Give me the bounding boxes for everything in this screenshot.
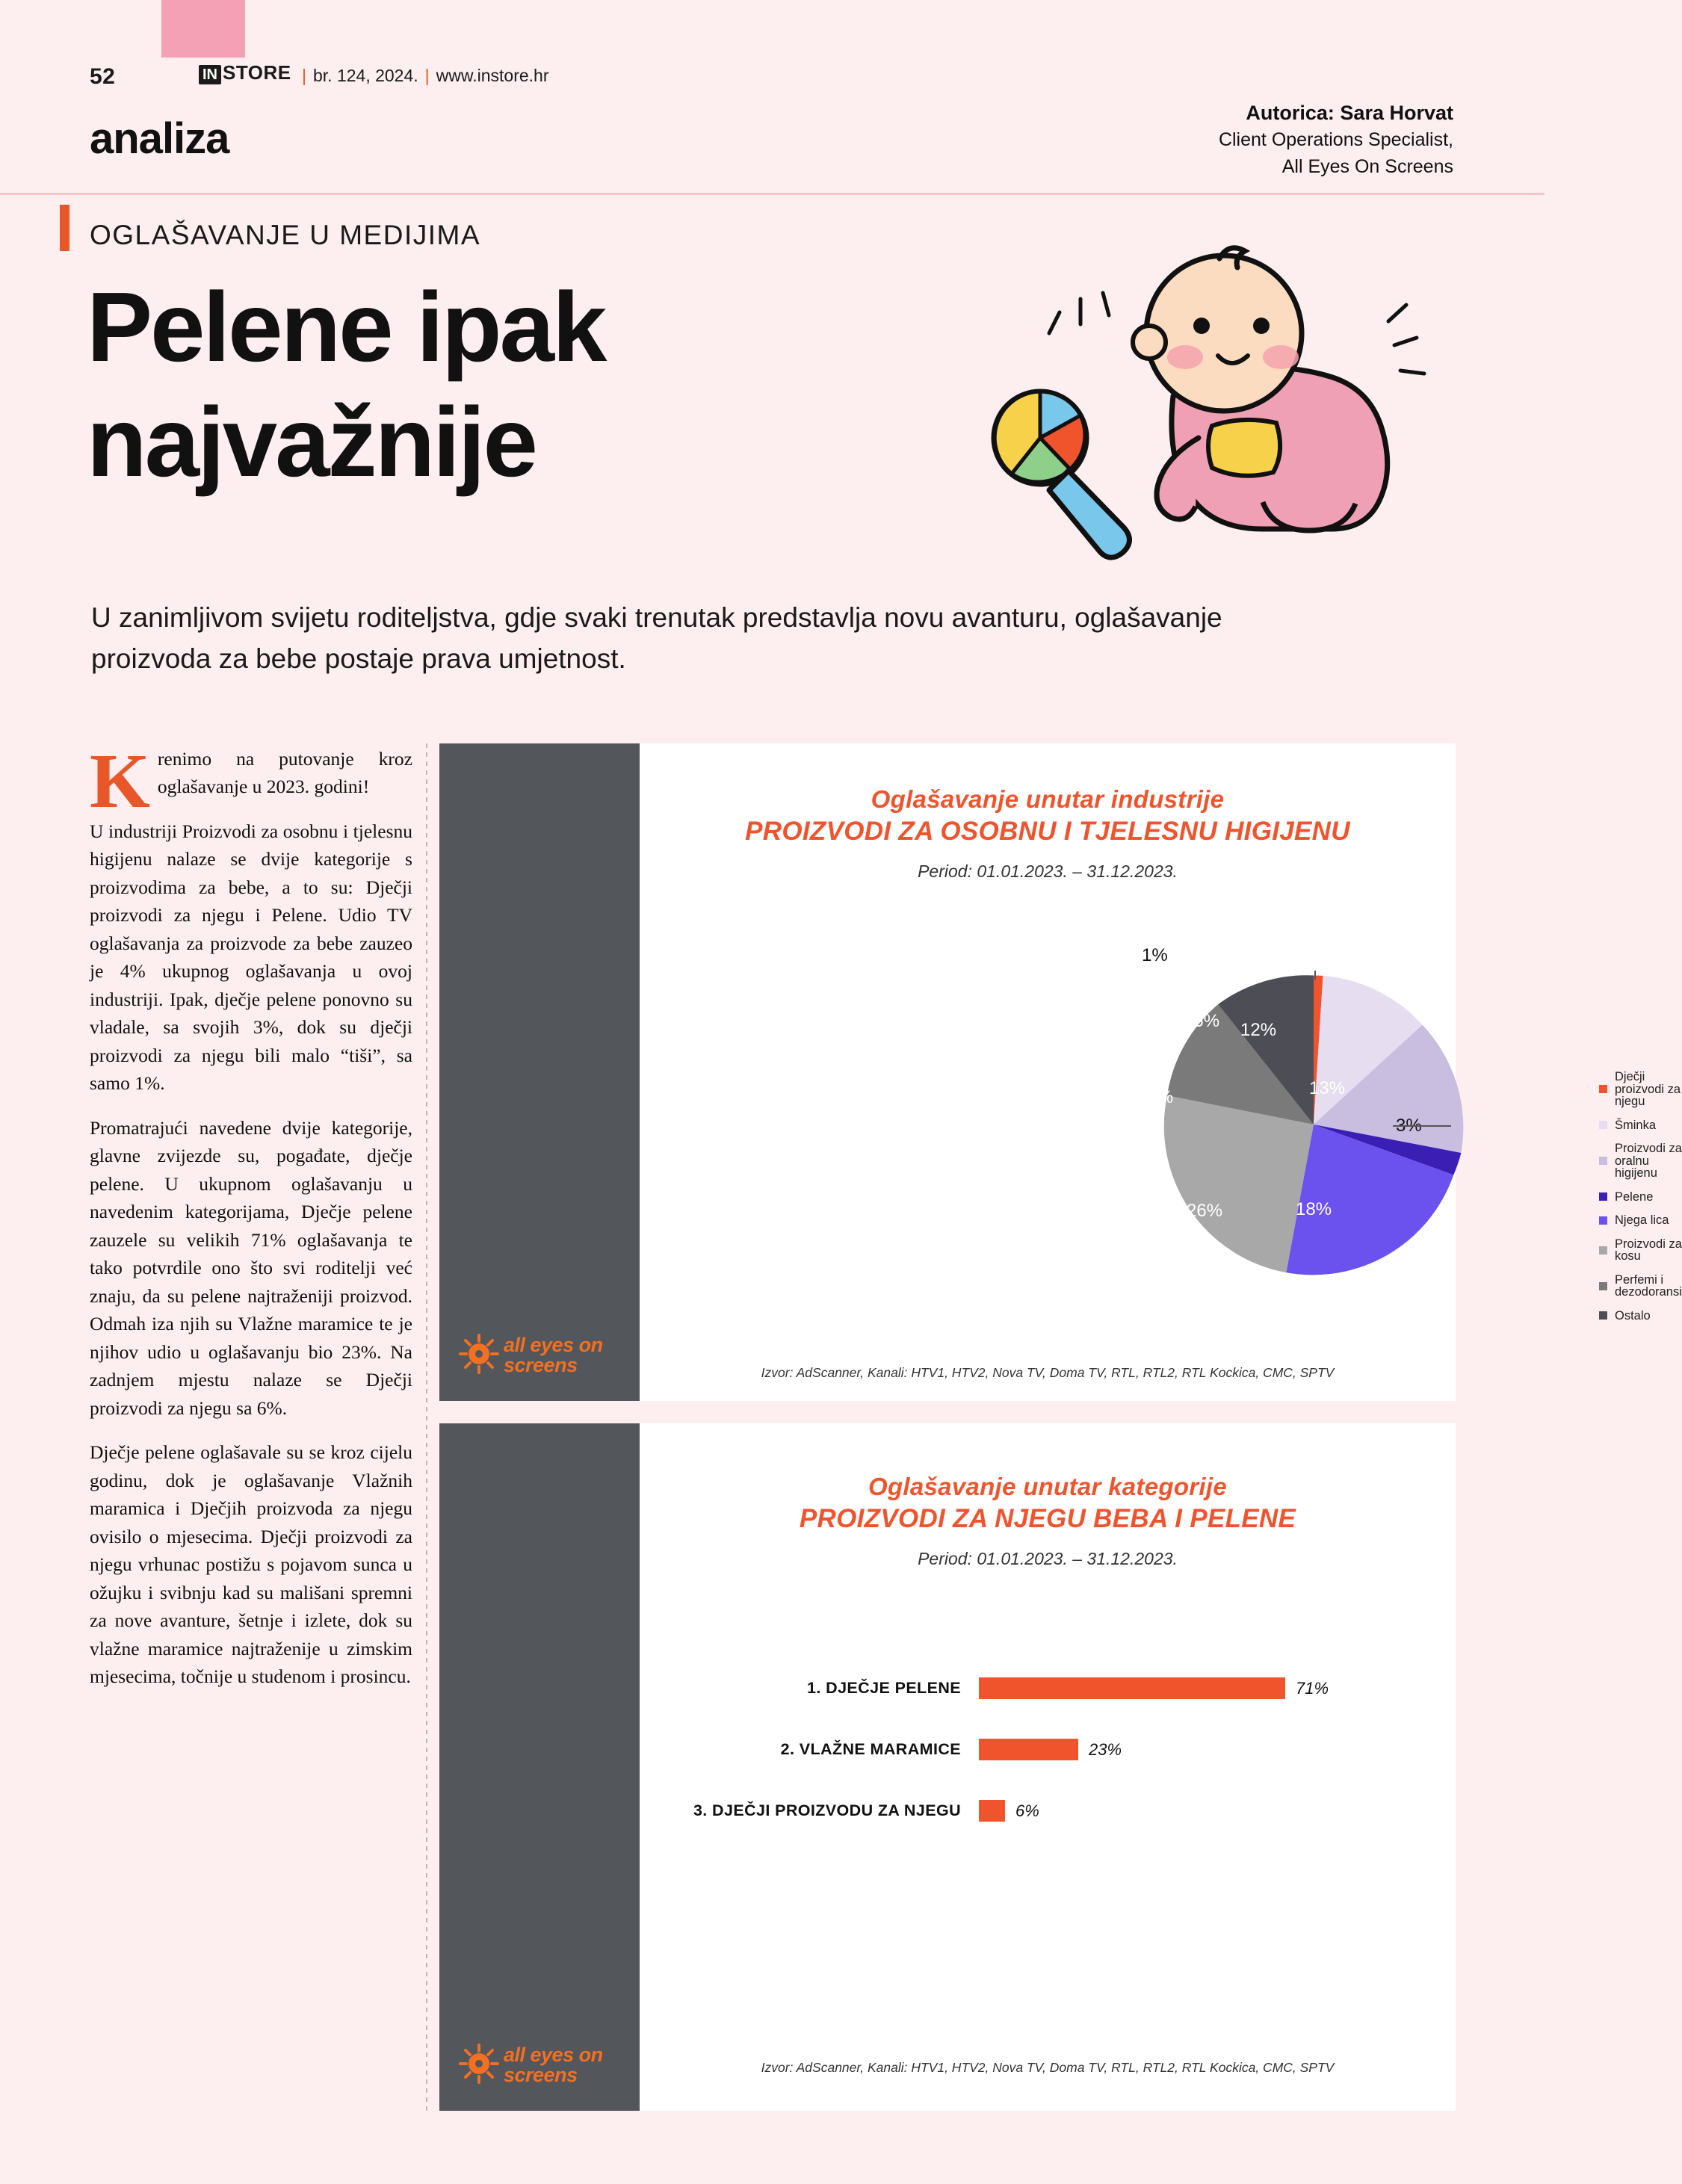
paragraph-1 [90,738,412,824]
section-accent-bar [60,205,69,251]
pie-label-pelene: 3% [1396,1116,1422,1136]
bar-value: 71% [1296,1678,1329,1698]
header-divider [0,193,1545,195]
headline-line-1: Pelene ipak [87,272,605,382]
bar-value: 6% [1015,1801,1039,1820]
legend-swatch-icon [1599,1246,1607,1255]
masthead [0,0,1545,193]
legend-swatch-icon [1599,1157,1607,1165]
pie-title-line-1: Oglašavanje unutar industrije [871,785,1225,813]
bar-track [979,1739,1122,1760]
aeos-line-1: all eyes on [504,1334,603,1356]
pie-chart-period: Period: 01.01.2023. – 31.12.2023. [918,861,1178,881]
legend-item [1599,1214,1682,1227]
legend-item [1599,1310,1682,1323]
instore-logo [199,61,291,84]
logo-store: STORE [223,61,291,84]
section-kicker: analiza [90,114,229,163]
panel-sidebar [439,743,640,1401]
legend-swatch-icon [1599,1216,1607,1225]
issue-info [295,66,548,86]
pie-label-njega-lica: 18% [1296,1199,1332,1219]
paragraph-2: U industriji Proizvodi za osobnu i tjelesnu higijenu nalaze se dvije kategorije s proizvodima za bebe, a to su: Dječji proizvodi za njegu i Pelene. Udio TV oglašavanja za proizvode za bebe zauzeo je 4% ukupnog oglašavanja u ovoj industriji. Ipak, dječje pelene ponovno su vladale, sa svojih 3%, dok su dječji proizvodi za njegu bili malo “tiši”, sa samo 1%. [90,820,412,1095]
legend-label: Proizvodi za kosu [1615,1237,1682,1263]
bar-title-line-1: Oglašavanje unutar kategorije [868,1473,1228,1500]
pie-label-djecji-proizvodi: 1% [1142,945,1168,965]
bar-label: 3. DJEČJI PROIZVODU ZA NJEGU [693,1801,961,1819]
legend-item [1599,1191,1682,1204]
legend-item [1599,1071,1682,1108]
column-divider [426,743,427,2111]
pie-label-sminka: 12% [1240,1020,1277,1040]
aeos-line-1: all eyes on [504,2044,603,2066]
separator-icon: | [424,66,430,85]
legend-label: Proizvodi za oralnu higijenu [1615,1142,1682,1180]
legend-label: Pelene [1615,1190,1654,1204]
bar-chart-title [640,1473,1456,1534]
pie-label-ostalo: 16% [1184,1011,1220,1031]
aeos-line-2: screens [504,2064,578,2086]
bar-chart-period: Period: 01.01.2023. – 31.12.2023. [918,1549,1178,1568]
section-label: OGLAŠAVANJE U MEDIJIMA [90,220,480,250]
legend-label: Perfemi i dezodoransi [1615,1272,1682,1299]
bar-fill [979,1677,1285,1699]
pie-chart-legend [1599,1071,1682,1333]
separator-icon: | [302,66,306,85]
bar-row [640,1739,1122,1760]
author-block [1219,99,1453,180]
page-number: 52 [90,64,116,89]
bar-chart-source: Izvor: AdScanner, Kanali: HTV1, HTV2, Nova TV, Doma TV, RTL, RTL2, RTL Kockica, CMC, SPTV [761,2060,1335,2075]
legend-label: Šminka [1615,1118,1657,1132]
bar-track [979,1677,1329,1699]
page-title [87,272,924,497]
legend-swatch-icon [1599,1311,1607,1320]
baby-illustration [949,224,1442,553]
bar-row [640,1800,1039,1822]
pie-chart-source: Izvor: AdScanner, Kanali: HTV1, HTV2, Nova TV, Doma TV, RTL, RTL2, RTL Kockica, CMC, SPTV [761,1365,1335,1380]
bar-value: 23% [1089,1739,1122,1759]
legend-swatch-icon [1599,1192,1607,1201]
pie-label-oralna: 13% [1309,1078,1346,1098]
paragraph-1-text: renimo na putovanje kroz oglašavanje u 2023. godini! [157,748,412,798]
legend-item [1599,1238,1682,1263]
chart-panel-industry [439,743,1682,1401]
headline-line-2: najvažnije [87,387,536,497]
logo-in: IN [199,65,221,84]
bar-track [979,1800,1039,1822]
chart-panel-category [439,1423,1456,2111]
legend-swatch-icon [1599,1282,1607,1290]
pie-chart-title [640,785,1456,847]
website-url: www.instore.hr [436,66,549,85]
legend-swatch-icon [1599,1121,1607,1129]
panel-sidebar [439,1423,640,2111]
bar-fill [979,1739,1078,1760]
aeos-line-2: screens [504,1354,578,1376]
article-body [90,738,412,1707]
paragraph-3: Promatrajući navedene dvije kategorije, glavne zvijezde su, pogađate, dječje pelene. U ukupnom oglašavanju u navedenim kategorijama, Dječje pelene zauzele su velikih 71% oglašavanja te tako potvrdile ono što svi roditelji već znaju, da su pelene najtraženiji proizvod. Odmah iza njih su Vlažne maramice te je njihov udio u oglašavanju bio 23%. Na zadnjem mjestu nalaze se Dječji proizvodi za njegu sa 6%. [90,1116,412,1419]
pie-label-parfemi: 11% [1139,1087,1174,1107]
author-role-line2: All Eyes On Screens [1281,155,1453,177]
bar-row [640,1677,1329,1699]
article-deck: U zanimljivom svijetu roditeljstva, gdje svaki trenutak predstavlja novu avanturu, oglašavanje proizvoda za bebe postaje prava umjetnost. [91,602,1222,674]
legend-item [1599,1274,1682,1299]
legend-item [1599,1142,1682,1180]
author-role-line1: Client Operations Specialist, [1218,129,1453,151]
bar-label: 2. VLAŽNE MARAMICE [780,1740,961,1758]
legend-label: Ostalo [1615,1308,1651,1323]
author-name: Autorica: Sara Horvat [1246,102,1453,124]
bar-fill [979,1800,1005,1822]
pie-title-line-2: PROIZVODI ZA OSOBNU I TJELESNU HIGIJENU [745,817,1350,846]
pie-label-kosa: 26% [1187,1201,1223,1221]
bar-label: 1. DJEČJE PELENE [807,1679,961,1697]
legend-label: Njega lica [1615,1213,1669,1227]
legend-item [1599,1119,1682,1132]
bar-title-line-2: PROIZVODI ZA NJEGU BEBA I PELENE [799,1504,1296,1533]
paragraph-4: Dječje pelene oglašavale su se kroz cijelu godinu, dok je oglašavanje Vlažnih maramica i Dječjih proizvoda za njegu ovisilo o mjesecima. Dječji proizvodi za njegu vrhunac postižu s pojavom sunca u ožujku i svibnju kad su mališani spremni za nove avanture, šetnje i izlete, dok su vlažne maramice najtraženije u zimskim mjesecima, točnije u studenom i prosincu. [90,1441,412,1688]
pie-chart [1139,945,1471,1281]
legend-swatch-icon [1599,1085,1607,1093]
bar-chart [640,1677,1456,1902]
decorative-pink-block [161,0,245,58]
issue-number: br. 124, 2024. [312,66,418,85]
legend-label: Dječji proizvodi za njegu [1615,1070,1681,1108]
dropcap: K [90,738,150,824]
